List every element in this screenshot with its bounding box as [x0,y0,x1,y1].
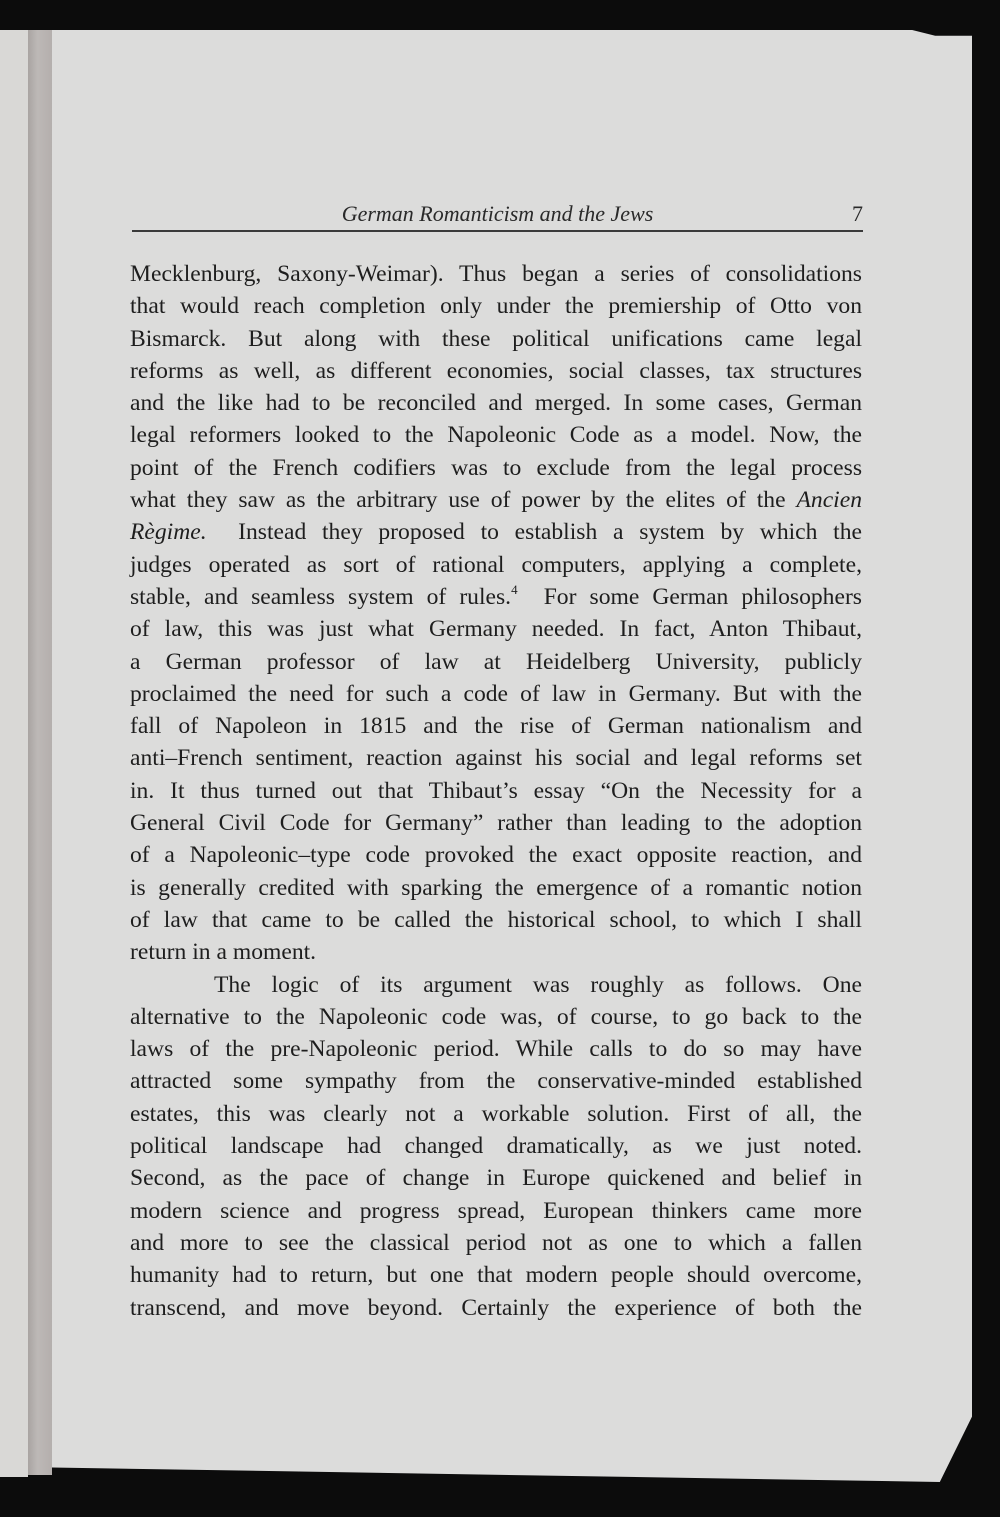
text-line: political landscape had changed dramatically, as we just noted. [130,1133,862,1160]
text-line: of a Napoleonic–type code provoked the exact opposite reaction, and [130,842,862,869]
text-line: reforms as well, as different economies, social classes, tax structures [130,357,862,384]
text-line [130,516,862,548]
previous-page-edge [0,30,28,1477]
running-head [132,198,863,232]
text-line: anti–French sentiment, reaction against his social and legal reforms set [130,745,862,772]
text-line: legal reformers looked to the Napoleonic Code as a model. Now, the [130,422,862,449]
text-line: that would reach completion only under the premiership of Otto von [130,293,862,320]
text-line [130,581,862,613]
text-line: Mecklenburg, Saxony-Weimar). Thus began a series of consolidations [130,261,862,287]
text-line: Bismarck. But along with these political unifications came legal [130,325,862,352]
text-line: fall of Napoleon in 1815 and the rise of German nationalism and [130,713,862,740]
text-segment: Instead they proposed to establish a system by which the [238,519,863,546]
book-spine-shadow [28,30,52,1475]
text-line: attracted some sympathy from the conservative-minded established [130,1068,862,1095]
body-text [130,258,862,1324]
text-segment: what they saw as the arbitrary use of power by the elites of the [130,487,786,514]
text-line: return in a moment. [130,939,317,966]
footnote-reference[interactable]: 4 [511,581,518,597]
text-line: in. It thus turned out that Thibaut’s essay “On the Necessity for a [130,777,862,804]
text-line: transcend, and move beyond. Certainly the experience of both the [130,1294,862,1321]
paragraph-2 [130,969,862,1324]
text-line: alternative to the Napoleonic code was, of course, to go back to the [130,1003,862,1030]
text-line: General Civil Code for Germany” rather than leading to the adoption [130,810,862,837]
text-segment: stable, and seamless system of rules. [130,583,512,610]
italic-term: Ancien [796,487,862,514]
page-number: 7 [852,201,863,226]
text-line: a German professor of law at Heidelberg University, publicly [130,648,862,675]
text-line: of law that came to be called the historical school, to which I shall [130,906,862,933]
text-line: of law, this was just what Germany needed. In fact, Anton Thibaut, [130,616,862,643]
text-line: and the like had to be reconciled and merged. In some cases, German [130,390,862,417]
text-line: proclaimed the need for such a code of law in Germany. But with the [130,680,862,707]
text-line: modern science and progress spread, European thinkers came more [130,1197,862,1224]
text-line: and more to see the classical period not as one to which a fallen [130,1229,862,1256]
paragraph-1 [130,258,862,969]
text-line: laws of the pre-Napoleonic period. While calls to do so may have [130,1036,862,1063]
italic-term: Règime. [130,519,207,546]
text-line: The logic of its argument was roughly as follows. One [214,971,862,998]
text-line [130,484,862,516]
text-line: estates, this was clearly not a workable solution. First of all, the [130,1100,862,1127]
text-segment: For some German philosophers [543,583,862,610]
text-line: point of the French codifiers was to exclude from the legal process [130,454,862,481]
text-line: is generally credited with sparking the emergence of a romantic notion [130,874,862,901]
text-line: judges operated as sort of rational computers, applying a complete, [130,551,862,578]
text-line: Second, as the pace of change in Europe quickened and belief in [130,1165,862,1192]
text-line: humanity had to return, but one that modern people should overcome, [130,1262,862,1289]
running-title: German Romanticism and the Jews [341,201,654,226]
